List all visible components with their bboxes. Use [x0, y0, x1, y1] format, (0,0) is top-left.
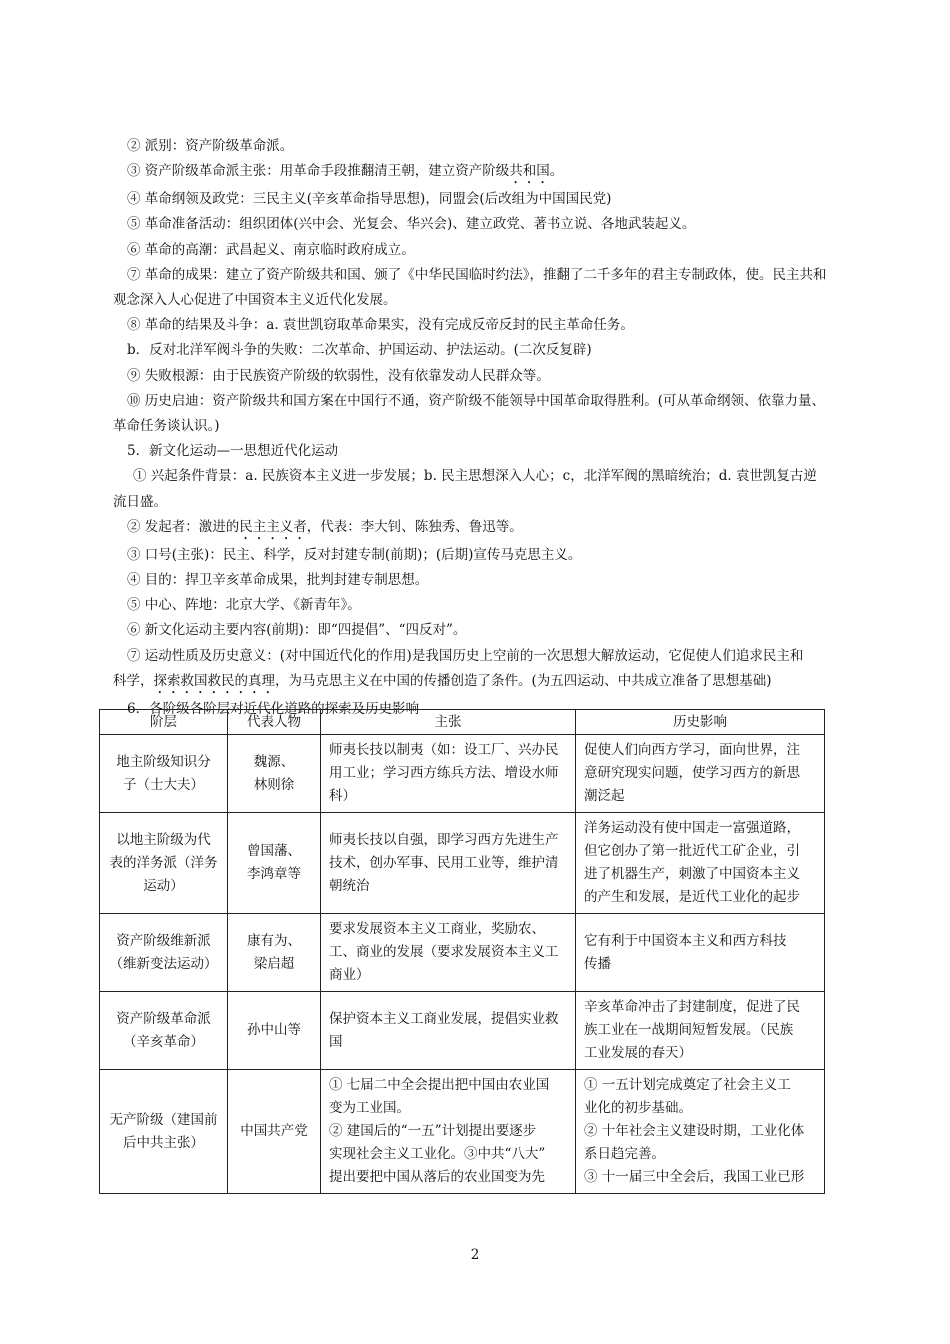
class-cell: 地主阶级知识分 子（士大夫） — [100, 735, 228, 813]
emphasis-text: 共和国 — [509, 163, 550, 180]
people-cell: 孙中山等 — [228, 992, 321, 1070]
text-line: ⑨ 失败根源：由于民族资产阶级的软弱性，没有依靠发动人民群众等。 — [127, 367, 550, 384]
emphasis-text: 探索救国救民的真理 — [153, 672, 275, 689]
class-cell: 无产阶级（建国前 后中共主张） — [100, 1070, 228, 1194]
table-row — [100, 735, 825, 813]
text-line: ② 发起者：激进的民主主义者，代表：李大钊、陈独秀、鲁迅等。 — [127, 518, 523, 535]
text-line: ④ 目的：捍卫辛亥革命成果，批判封建专制思想。 — [127, 572, 429, 589]
table-row — [100, 914, 825, 992]
people-cell: 中国共产党 — [228, 1070, 321, 1194]
text-line: ⑤ 中心、阵地：北京大学、《新青年》。 — [127, 597, 361, 614]
table-row — [100, 813, 825, 914]
text-line: ⑦ 革命的成果：建立了资产阶级共和国、颁了《中华民国临时约法》，推翻了二千多年的君主专制政体，使。民主共和 — [127, 266, 827, 283]
history-table — [99, 709, 825, 1194]
claim-cell: 要求发展资本主义工商业，奖励农、 工、商业的发展（要求发展资本主义工 商业） — [321, 914, 576, 992]
body-text — [113, 134, 853, 722]
text-line: ⑥ 新文化运动主要内容(前期)：即“四提倡”、“四反对”。 — [127, 622, 467, 639]
header-cell: 代表人物 — [228, 710, 321, 735]
class-cell: 资产阶级革命派 （辛亥革命） — [100, 992, 228, 1070]
text-line: ② 派别：资产阶级革命派。 — [127, 138, 294, 154]
text-line: 流日盛。 — [113, 493, 167, 510]
people-cell: 曾国藩、 李鸿章等 — [228, 813, 321, 914]
section-heading: 5．新文化运动—一思想近代化运动 — [127, 443, 339, 460]
text-line: ⑤ 革命准备活动：组织团体(兴中会、光复会、华兴会)、建立政党、著书立说、各地武装起义。 — [127, 216, 696, 233]
claim-cell: 师夷长技以制夷（如：设工厂、兴办民 用工业；学习西方练兵方法、增设水师 科） — [321, 735, 576, 813]
text-line: ⑥ 革命的高潮：武昌起义、南京临时政府成立。 — [127, 241, 415, 258]
text-line: ⑩ 历史启迪：资产阶级共和国方案在中国行不通，资产阶级不能领导中国革命取得胜利。(可从革命纲领、依靠力量、 — [127, 392, 826, 409]
header-cell: 阶层 — [100, 710, 228, 735]
table-row — [100, 1070, 825, 1194]
impact-cell: 洋务运动没有使中国走一富强道路， 但它创办了第一批近代工矿企业，引 进了机器生产，刺激了中国资本主义 的产生和发展，是近代工业化的起步 — [576, 813, 825, 914]
class-cell: 资产阶级维新派 （维新变法运动） — [100, 914, 228, 992]
text-line: ⑧ 革命的结果及斗争：a. 袁世凯窃取革命果实，没有完成反帝反封的民主革命任务。 — [127, 317, 634, 334]
page-number: 2 — [470, 1247, 480, 1263]
claim-cell: 师夷长技以自强，即学习西方先进生产 技术，创办军事、民用工业等，维护清 朝统治 — [321, 813, 576, 914]
people-cell: 康有为、 梁启超 — [228, 914, 321, 992]
people-cell: 魏源、 林则徐 — [228, 735, 321, 813]
impact-cell: 它有利于中国资本主义和西方科技 传播 — [576, 914, 825, 992]
claim-cell: ① 七届二中全会提出把中国由农业国 变为工业国。 ② 建国后的“一五”计划提出要逐步 实现社会主义工业化。③中共“八大” 提出要把中国从落后的农业国变为先 — [321, 1070, 576, 1194]
text-line: ③ 口号(主张)：民主、科学，反对封建专制(前期)；(后期)宣传马克思主义。 — [127, 546, 582, 563]
text-line: 观念深入人心促进了中国资本主义近代化发展。 — [113, 292, 397, 309]
text-line: 革命任务谈认识。) — [113, 418, 220, 435]
impact-cell: ① 一五计划完成奠定了社会主义工 业化的初步基础。 ② 十年社会主义建设时期，工业化体 系日趋完善。 ③ 十一届三中全会后，我国工业已形 — [576, 1070, 825, 1194]
section-heading: 6．各阶级各阶层对近代化道路的探索及历史影响 — [127, 700, 420, 717]
header-cell: 主张 — [321, 710, 576, 735]
text-line: b．反对北洋军阀斗争的失败：二次革命、护国运动、护法运动。(二次反复辟) — [127, 342, 592, 359]
text-line: ④ 革命纲领及政党：三民主义(辛亥革命指导思想)，同盟会(后改组为中国国民党) — [127, 191, 612, 208]
text-line: 科学，探索救国救民的真理，为马克思主义在中国的传播创造了条件。(为五四运动、中共成立准备了思想基础) — [113, 672, 772, 689]
text-line: ① 兴起条件背景：a. 民族资本主义进一步发展；b. 民主思想深入人心；c，北洋军阀的黑暗统治；d. 袁世凯复古逆 — [133, 468, 817, 485]
impact-cell: 辛亥革命冲击了封建制度，促进了民 族工业在一战期间短暂发展。（民族 工业发展的春天） — [576, 992, 825, 1070]
table-row — [100, 992, 825, 1070]
emphasis-text: 民主主义者 — [239, 518, 307, 535]
class-cell: 以地主阶级为代 表的洋务派（洋务 运动） — [100, 813, 228, 914]
impact-cell: 促使人们向西方学习，面向世界，注 意研究现实问题，使学习西方的新思 潮泛起 — [576, 735, 825, 813]
claim-cell: 保护资本主义工商业发展，提倡实业救 国 — [321, 992, 576, 1070]
text-line: ③ 资产阶级革命派主张：用革命手段推翻清王朝，建立资产阶级共和国。 — [127, 163, 564, 180]
table-header-row — [100, 710, 825, 735]
header-cell: 历史影响 — [576, 710, 825, 735]
text-line: ⑦ 运动性质及历史意义：(对中国近代化的作用)是我国历史上空前的一次思想大解放运动，它促使人们追求民主和 — [127, 647, 804, 664]
